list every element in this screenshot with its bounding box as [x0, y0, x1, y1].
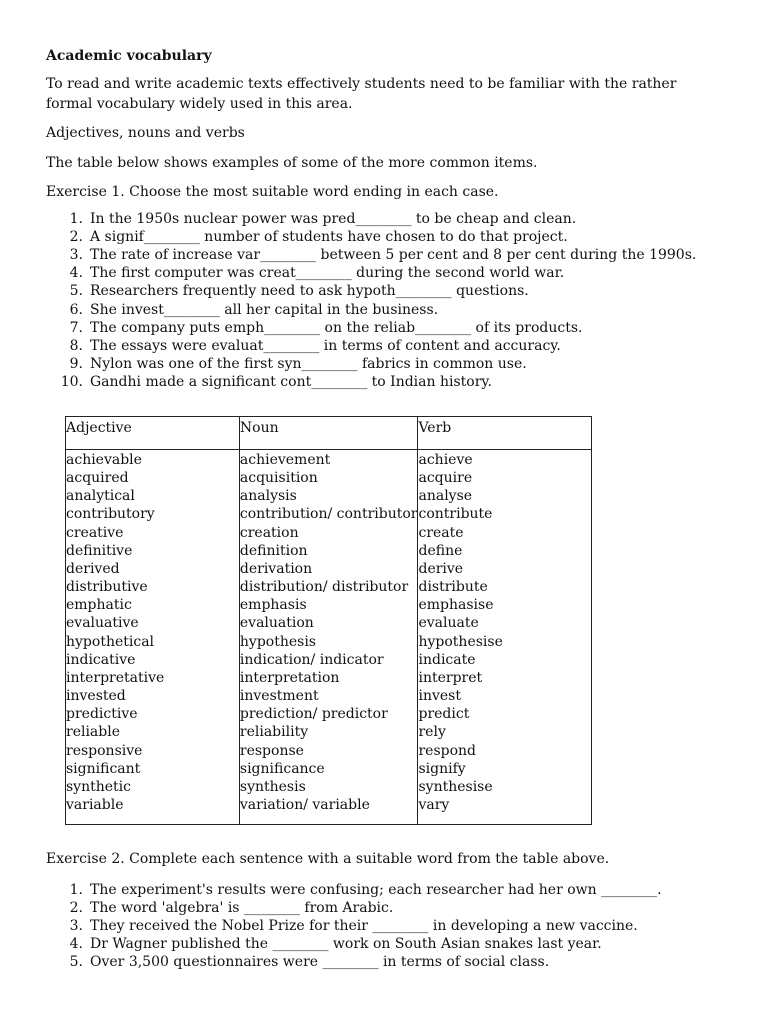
verb-cell: distribute: [418, 579, 488, 596]
item-number: 9.: [69, 356, 83, 373]
item-text: The rate of increase var________ between 5 per cent and 8 per cent during the 1990s.: [90, 246, 697, 263]
item-text: The word 'algebra' is ________ from Arabic.: [90, 899, 394, 916]
adjective-cell: predictive: [66, 706, 138, 723]
item-number: 3.: [69, 917, 83, 934]
item-text: They received the Nobel Prize for their ________ in developing a new vaccine.: [90, 917, 638, 934]
item-text: Over 3,500 questionnaires were ________ in terms of social class.: [90, 954, 550, 971]
verb-cell: predict: [418, 706, 470, 723]
intro-paragraph: To read and write academic texts effectively students need to be familiar with the rather formal vocabulary widely used in this area.: [46, 76, 677, 112]
verb-cell: vary: [418, 796, 450, 813]
adjective-cell: derived: [66, 560, 120, 577]
item-number: 10.: [60, 374, 83, 391]
list-item: [46, 228, 706, 246]
item-text: Gandhi made a significant cont________ to Indian history.: [90, 374, 492, 391]
noun-cell: significance: [239, 760, 325, 777]
adjective-cell: acquired: [66, 470, 129, 487]
item-number: 6.: [69, 301, 83, 318]
item-number: 8.: [69, 337, 83, 354]
list-item: [46, 337, 706, 355]
list-item: [46, 935, 706, 953]
verb-cell: signify: [418, 760, 466, 777]
item-text: Researchers frequently need to ask hypoth________ questions.: [90, 283, 529, 300]
noun-cell: indication/ indicator: [239, 651, 384, 668]
item-text: The experiment's results were confusing; each researcher had her own ________.: [90, 881, 662, 898]
verb-cell: indicate: [418, 651, 476, 668]
adjective-cell: indicative: [66, 651, 136, 668]
noun-cell: emphasis: [239, 597, 307, 614]
header-verb: Verb: [418, 417, 592, 450]
verb-cell: emphasise: [418, 597, 494, 614]
verb-cell: rely: [418, 724, 446, 741]
noun-cell: investment: [239, 688, 319, 705]
noun-cell: evaluation: [239, 615, 314, 632]
noun-cell: hypothesis: [239, 633, 316, 650]
item-text: A signif________ number of students have chosen to do that project.: [90, 228, 568, 245]
header-noun: Noun: [239, 417, 418, 450]
exercise1-instruction: Exercise 1. Choose the most suitable word ending in each case.: [46, 184, 499, 200]
adjective-cell: synthetic: [66, 778, 131, 795]
document-page: [46, 46, 706, 392]
item-number: 1.: [69, 881, 83, 898]
noun-cell: prediction/ predictor: [239, 706, 388, 723]
vocabulary-table: [65, 416, 592, 825]
item-text: The first computer was creat________ during the second world war.: [90, 265, 565, 282]
exercise2-instruction: Exercise 2. Complete each sentence with a suitable word from the table above.: [46, 851, 610, 867]
item-number: 3.: [69, 246, 83, 263]
verb-cell: create: [418, 524, 464, 541]
adjective-cell: evaluative: [66, 615, 139, 632]
verb-cell: evaluate: [418, 615, 479, 632]
noun-cell: derivation: [239, 560, 313, 577]
verb-column: [418, 450, 592, 825]
noun-cell: reliability: [239, 724, 309, 741]
item-text: The company puts emph________ on the reliab________ of its products.: [90, 319, 583, 336]
item-text: She invest________ all her capital in the business.: [90, 301, 439, 318]
verb-cell: invest: [418, 688, 461, 705]
noun-cell: synthesis: [239, 778, 306, 795]
verb-cell: interpret: [418, 669, 483, 686]
item-text: The essays were evaluat________ in terms of content and accuracy.: [90, 337, 561, 354]
list-item: [46, 264, 706, 282]
noun-cell: analysis: [239, 488, 297, 505]
noun-cell: definition: [239, 542, 308, 559]
list-item: [46, 953, 706, 971]
item-number: 4.: [69, 265, 83, 282]
adjective-cell: achievable: [66, 452, 142, 468]
exercise2-list: [46, 881, 706, 972]
item-number: 1.: [69, 210, 83, 227]
adjective-cell: analytical: [66, 488, 135, 505]
verb-cell: achieve: [418, 452, 473, 468]
adjective-cell: interpretative: [66, 669, 165, 686]
verb-cell: hypothesise: [418, 633, 503, 650]
list-item: [46, 301, 706, 319]
table-intro: The table below shows examples of some of the more common items.: [46, 154, 538, 171]
verb-cell: acquire: [418, 470, 473, 487]
list-item: [46, 210, 706, 228]
list-item: [46, 917, 706, 935]
noun-cell: contribution/ contributor: [239, 506, 418, 523]
noun-cell: acquisition: [239, 470, 318, 487]
noun-cell: variation/ variable: [239, 796, 370, 813]
item-number: 7.: [69, 319, 83, 336]
item-text: In the 1950s nuclear power was pred________ to be cheap and clean.: [90, 210, 577, 227]
adjective-cell: variable: [66, 796, 124, 813]
document-title: Academic vocabulary: [46, 48, 212, 64]
verb-cell: contribute: [418, 506, 493, 523]
list-item: [46, 899, 706, 917]
noun-cell: achievement: [239, 452, 331, 468]
adjective-cell: significant: [66, 760, 141, 777]
adjective-cell: responsive: [66, 742, 143, 759]
item-number: 2.: [69, 899, 83, 916]
table-header-row: [66, 417, 592, 450]
item-number: 2.: [69, 228, 83, 245]
adjective-column: [66, 450, 240, 825]
noun-column: [239, 450, 418, 825]
adjective-cell: invested: [66, 688, 126, 705]
list-item: [46, 282, 706, 300]
verb-cell: synthesise: [418, 778, 493, 795]
verb-cell: derive: [418, 560, 464, 577]
verb-cell: respond: [418, 742, 477, 759]
exercise1-list: [46, 210, 706, 392]
noun-cell: response: [239, 742, 304, 759]
adjective-cell: emphatic: [66, 597, 132, 614]
noun-cell: distribution/ distributor: [239, 579, 409, 596]
item-text: Nylon was one of the first syn________ fabrics in common use.: [90, 356, 527, 373]
adjective-cell: definitive: [66, 542, 133, 559]
adjective-cell: hypothetical: [66, 633, 155, 650]
list-item: [46, 373, 706, 391]
list-item: [46, 246, 706, 264]
adjective-cell: contributory: [66, 506, 155, 523]
adjective-cell: distributive: [66, 579, 148, 596]
verb-cell: analyse: [418, 488, 473, 505]
list-item: [46, 881, 706, 899]
item-text: Dr Wagner published the ________ work on South Asian snakes last year.: [90, 936, 602, 953]
subheading: Adjectives, nouns and verbs: [46, 125, 245, 141]
adjective-cell: creative: [66, 524, 124, 541]
item-number: 4.: [69, 936, 83, 953]
header-adjective: Adjective: [66, 417, 240, 450]
list-item: [46, 319, 706, 337]
item-number: 5.: [69, 283, 83, 300]
table-row: [66, 450, 592, 825]
exercise2-section: [46, 850, 706, 972]
adjective-cell: reliable: [66, 724, 121, 741]
item-number: 5.: [69, 954, 83, 971]
list-item: [46, 355, 706, 373]
verb-cell: define: [418, 542, 463, 559]
noun-cell: interpretation: [239, 669, 340, 686]
noun-cell: creation: [239, 524, 299, 541]
